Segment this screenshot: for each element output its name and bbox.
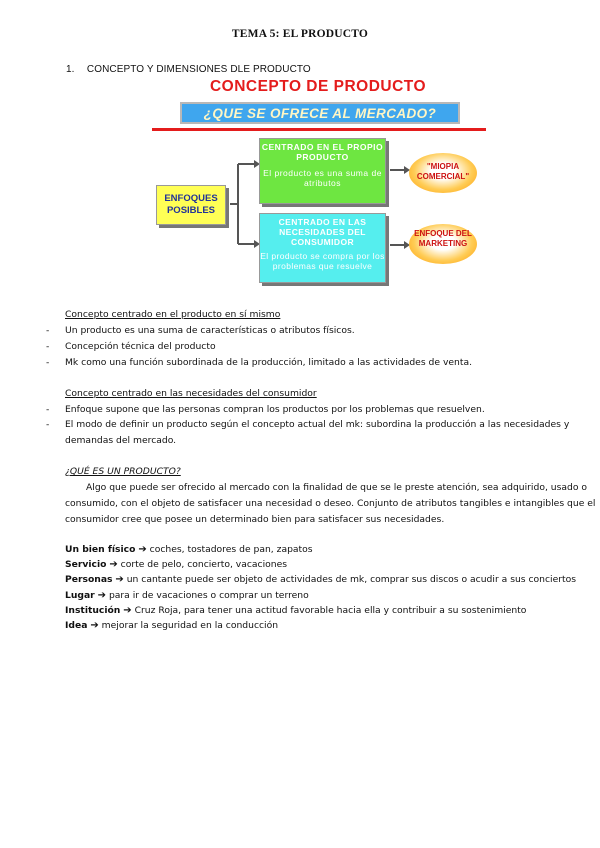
product-centered-heading: CENTRADO EN EL PROPIO PRODUCTO bbox=[261, 142, 384, 162]
definition-line-1: Algo que puede ser ofrecido al mercado con la finalidad de que se le preste atención, sea adquirido, usado o bbox=[86, 482, 588, 493]
section-title: CONCEPTO Y DIMENSIONES DLE PRODUCTO bbox=[86, 64, 311, 75]
example-label: Institución bbox=[65, 604, 121, 616]
block1-dash-3: - bbox=[46, 357, 50, 368]
example-text: mejorar la seguridad en la conducción bbox=[101, 619, 279, 631]
consumer-centered-body: El producto se compra por los problemas que resuelve bbox=[260, 251, 385, 271]
block2-bullet-2-line2: demandas del mercado. bbox=[65, 435, 177, 446]
example-row bbox=[65, 618, 555, 633]
block1-heading: Concepto centrado en el producto en sí mismo bbox=[65, 309, 281, 320]
example-row bbox=[65, 603, 555, 618]
example-text: corte de pelo, concierto, vacaciones bbox=[120, 559, 288, 571]
consumer-centered-heading: CENTRADO EN LAS NECESIDADES DEL CONSUMIDOR bbox=[278, 217, 367, 247]
red-divider bbox=[152, 128, 486, 131]
block2-dash-1: - bbox=[46, 404, 50, 415]
example-text: Cruz Roja, para tener una actitud favorable hacia ella y contribuir a su sostenimiento bbox=[134, 604, 527, 616]
arrow-right-icon: ➔ bbox=[123, 604, 132, 616]
consumer-centered-box bbox=[259, 213, 386, 283]
example-row bbox=[65, 557, 555, 572]
block1-bullet-2: Concepción técnica del producto bbox=[65, 341, 216, 352]
example-row bbox=[65, 542, 555, 557]
block1-dash-1: - bbox=[46, 325, 50, 336]
example-label: Servicio bbox=[65, 559, 107, 571]
product-centered-body: El producto es una suma de atributos bbox=[263, 168, 382, 188]
arrow-right-icon: ➔ bbox=[90, 619, 99, 631]
example-label: Un bien físico bbox=[65, 544, 136, 555]
example-label: Lugar bbox=[65, 589, 95, 601]
example-row bbox=[65, 588, 555, 603]
diagram-title: CONCEPTO DE PRODUCTO bbox=[209, 78, 427, 95]
example-text: coches, tostadores de pan, zapatos bbox=[149, 544, 313, 555]
section-heading bbox=[66, 64, 311, 75]
definition-line-3: consumidor cree que posee un determinado bien para satisfacer sus necesidades. bbox=[65, 514, 445, 525]
product-concept-diagram bbox=[150, 76, 490, 298]
document-title: TEMA 5: EL PRODUCTO bbox=[231, 28, 369, 40]
arrow-right-icon: ➔ bbox=[109, 559, 118, 571]
block2-bullet-2-line1: El modo de definir un producto según el concepto actual del mk: subordina la producción a las necesidades y bbox=[65, 419, 570, 430]
definition-line-2: consumido, con el objeto de satisfacer una necesidad o deseo. Conjunto de atributos tangibles e intangibles que el bbox=[65, 498, 596, 509]
block1-bullet-1: Un producto es una suma de características o atributos físicos. bbox=[65, 325, 355, 336]
arrow-right-icon: ➔ bbox=[97, 589, 107, 601]
arrow-right-icon: ➔ bbox=[115, 574, 124, 586]
example-text: para ir de vacaciones o comprar un terreno bbox=[108, 589, 309, 601]
block1-bullet-3: Mk como una función subordinada de la producción, limitado a las actividades de venta. bbox=[65, 357, 473, 368]
example-label: Personas bbox=[65, 574, 113, 586]
diagram-banner: ¿QUE SE OFRECE AL MERCADO? bbox=[180, 102, 460, 124]
enfoques-box: ENFOQUES POSIBLES bbox=[156, 185, 226, 225]
marketing-approach-oval: ENFOQUE DEL MARKETING bbox=[409, 224, 477, 264]
block1-dash-2: - bbox=[46, 341, 50, 352]
product-examples-list bbox=[65, 542, 577, 633]
block2-dash-2: - bbox=[46, 419, 50, 430]
example-text: un cantante puede ser objeto de actividades de mk, comprar sus discos o acudir a sus conciertos bbox=[126, 574, 577, 586]
block2-heading: Concepto centrado en las necesidades del consumidor bbox=[65, 388, 317, 399]
block2-bullet-1: Enfoque supone que las personas compran los productos por los problemas que resuelven. bbox=[65, 404, 485, 415]
question-heading: ¿QUÉ ES UN PRODUCTO? bbox=[65, 466, 181, 477]
example-label: Idea bbox=[65, 619, 88, 631]
miopia-comercial-oval: "MIOPIA COMERCIAL" bbox=[409, 153, 477, 193]
product-centered-box bbox=[259, 138, 386, 204]
section-number: 1. bbox=[66, 64, 75, 75]
example-row bbox=[65, 572, 577, 587]
arrow-right-icon: ➔ bbox=[138, 544, 147, 555]
